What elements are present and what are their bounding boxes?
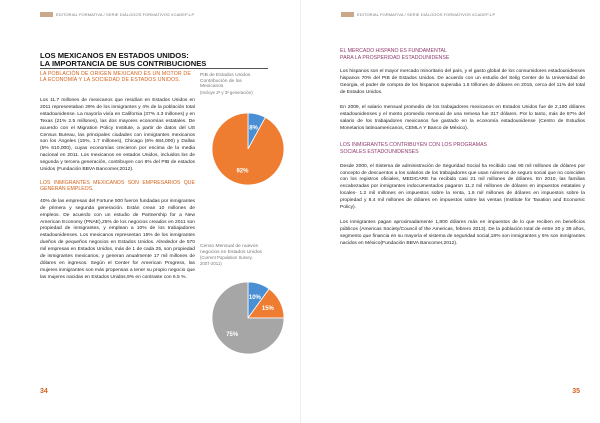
paragraph: Desde 2000, el Sistema de administración de Seguridad Social ha recibido casi 90 mil millones de dólares por concepto de descuentos a los salarios de los trabajadores que usan números de seguro social que no coinciden con los registros oficiales, MEDICARE ha recibido casi 21 mil millones de dólares. En 2010, las familias encabezadas por inmigrantes indocumentados pagaron 11.2 mil millones de dólares en impuestos estatales y locales- 1.2 mil millones en impuestos sobre la renta, 1.6 mil millones de dólares en impuestos sobre la propiedad y 8.4 mil millones de dólares en impuestos sobre las ventas (Institute for Taxation and Economic Policy).: [340, 163, 585, 211]
section-heading-line: LOS INMIGRANTES CONTRIBUYEN CON LOS PROGRAMAS: [340, 142, 488, 149]
running-head-text: EDITORIAL FORMATIVA / SERIE DIÁLOGOS FORMATIVOS /ICADEP-LP: [56, 12, 195, 17]
title-line-1: LOS MEXICANOS EN ESTADOS UNIDOS:: [40, 51, 189, 60]
running-head-text: EDITORIAL FORMATIVA / SERIE DIÁLOGOS FORMATIVOS /ICADEP-LP: [357, 12, 496, 17]
section-heading: [340, 142, 585, 155]
section-heading-line: EL MERCADO HISPANO ES FUNDAMENTAL: [340, 48, 447, 54]
title-line-2: LA IMPORTANCIA DE SUS CONTRIBUCIONES: [40, 59, 207, 69]
caption-line: Mexicanos: [200, 84, 224, 90]
caption-line: Contribución de los: [200, 78, 242, 84]
paragraph: 40% de las empresas del Fortune 500 fueron fundadas por inmigrantes de primera y segunda generación. Están crean 10 millones de empleos. De acuerdo con un estudio de Partnership for a New American Economy (PNAE),25% de los negocios creados en 2011 son propiedad de inmigrantes, y emplean a 10% de los trabajadores estadounidenses. Los mexicanos representan 15% de los inmigrantes dueños de pequeños negocios en Estados Unidos. Alrededor de 570 mil empresas en Estados Unidos, más de 1 de cada 25, son propiedad de inmigrantes mexicanos, y generan anualmente 17 mil millones de dólares en ingresos. Según el Center for American Progress, las mujeres inmigrantes son más propensas a tener su propio negocio que las mujeres nacidas en Estados Unidos,9% en contraste con 6.5 %.: [40, 198, 195, 280]
section-heading-line: PARA LA PROSPERIDAD ESTADOUNIDENSE: [340, 54, 450, 61]
section-heading-line: SOCIALES ESTADOUNIDENSES: [340, 149, 419, 156]
caption-sub: (Incluye 2ª y 3ª generación): [200, 89, 253, 95]
page-number: 35: [572, 388, 580, 395]
caption-line: Censo Mensual de nuevos: [200, 244, 258, 249]
left-column: [40, 98, 195, 288]
title-rule: [40, 68, 268, 69]
running-head: [40, 12, 194, 17]
pie-chart-negocios: [200, 270, 296, 366]
pie-slice-label: 92%: [236, 168, 249, 175]
paragraph: Los inmigrantes pagan aproximadamente 1,800 dólares más en impuestos de lo que reciben en beneficios públicos (Americas Society/Council of the Americas, febrero 2013). De la población total de entre 20 y 39 años, segmento que financia en su mayoría el sistema de seguridad social,18% son inmigrantes y 6% son inmigrantes nacidos en México(Fundación BBVA Bancomer,2012).: [340, 219, 585, 246]
pie1-caption: [200, 73, 290, 95]
pie-slice-label: 10%: [248, 294, 261, 301]
paragraph: Los 11.7 millones de mexicanos que residían en Estados Unidos en 2011 representaban 29% de los inmigrantes y 4% de la población total estadounidense. La mayoría vivía en California (37% 4.3 millones) y en Texas (21% 2.5 millones), las dos mayores economías estatales. De acuerdo con el Migration Policy Institute, a partir de datos del US Census Bureau, las principales ciudades con inmigrantes mexicanos son los Ángeles (15%, 1.7 millones), Chicago (6% 684,000) y Dallas (5% 610,000), cuyas economías crecieron por encima de la media nacional en 2011. Los mexicanos en estados Unidos, incluidos los de segunda y tercera generación, contribuyen con 8% del PIB de estados Unidos (Fundación BBVA Bancomer,2012).: [40, 98, 195, 173]
caption-sub: (Current Population Survey,: [200, 255, 253, 261]
caption-line: negocios en Estados Unidos: [200, 249, 262, 255]
pie-chart-pib: [200, 101, 296, 197]
section-heading: LOS INMIGRANTES MEXICANOS SON EMPRESARIOS QUE GENERAN EMPLEOS.: [40, 179, 195, 193]
publisher-logo: [341, 12, 354, 17]
section-heading: [340, 48, 585, 61]
caption-sub: 2007-2011): [200, 260, 222, 266]
pie-slice-label: 8%: [249, 125, 258, 132]
paragraph: Los hispanos son el mayor mercado minoritario del país, y el gasto global de los consumidores estadounidenses hispanos 70% del PIB de Estados Unidos. De acuerdo con un estudio del Selig Center de la Universidad de Georgia, el poder de compra de los hispanos superaba 1.5 trillones de dólares en 2015, cerca del 11% del total de Estados Unidos.: [340, 69, 585, 95]
pie2-caption: [200, 244, 300, 266]
right-column: [340, 48, 585, 256]
page-number: 34: [40, 388, 48, 395]
publisher-logo: [40, 12, 53, 17]
pie-slice-label: 15%: [261, 305, 274, 312]
chapter-title: [40, 52, 270, 69]
paragraph: En 2009, el salario mensual promedio de los trabajadores mexicanos en Estados Unidos fue de 2,190 dólares estadounidenses y el monto promedio mensual de una remesa fue 317 dólares. Por lo tanto, más de 87% del salario de los trabajadores mexicanos fue gastado en la economía estadounidense (Centro de Estudios Monetarios latinoamericanos, CEMLA Y Banco de México).: [340, 104, 585, 131]
caption-line: PIB de Estados Unidos: [200, 73, 251, 78]
intro-heading: LA POBLACIÓN DE ORIGEN MEXICANO ES UN MOTOR DE LA ECONOMÍA Y LA SOCIEDAD DE ESTADOS UNIDOS.: [40, 71, 191, 84]
running-head: [341, 12, 495, 17]
pie-slice-label: 75%: [226, 331, 239, 338]
